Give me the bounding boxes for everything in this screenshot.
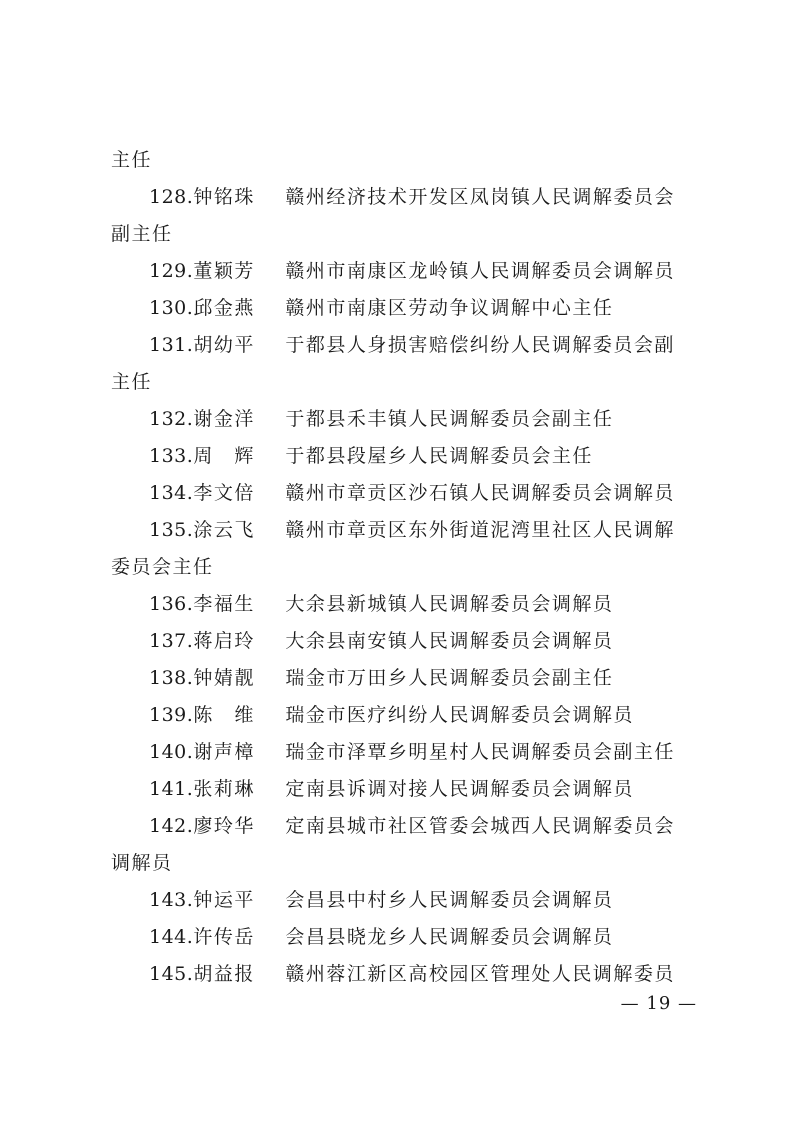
entry-line [111,290,701,327]
entry-number: 140. [149,741,194,763]
entry-position: 瑞金市医疗纠纷人民调解委员会调解员 [285,704,634,726]
entry-person-name: 董颖芳 [193,260,255,282]
entry-person-name: 胡幼平 [193,334,255,356]
entry-person-name: 廖玲华 [193,815,255,837]
entry-position: 赣州市南康区劳动争议调解中心主任 [285,297,614,319]
entry-position: 定南县诉调对接人民调解委员会调解员 [285,778,634,800]
entry-line [111,327,701,364]
entry-line [111,438,701,475]
entry-line [111,808,701,845]
entry-number: 138. [149,667,194,689]
entry-line [111,660,701,697]
entry-continuation-line: 调解员 [111,852,173,874]
entry-person-name: 钟运平 [193,889,255,911]
entry-position: 赣州蓉江新区高校园区管理处人民调解委员 [285,963,675,985]
entry-list [111,142,701,993]
entry-person-name: 胡益报 [193,963,255,985]
entry-person-name: 蒋启玲 [193,630,255,652]
entry-person-name: 李文倍 [193,482,255,504]
entry-line [111,586,701,623]
entry-continuation-line: 委员会主任 [111,556,214,578]
entry-number: 145. [149,963,194,985]
entry-number: 128. [149,186,194,208]
entry-position: 于都县禾丰镇人民调解委员会副主任 [285,408,614,430]
entry-position: 定南县城市社区管委会城西人民调解委员会 [285,815,675,837]
entry-position: 大余县新城镇人民调解委员会调解员 [285,593,614,615]
entry-line [111,882,701,919]
entry-line [111,697,701,734]
entry-line [111,734,701,771]
entry-position: 会昌县晓龙乡人民调解委员会调解员 [285,926,614,948]
entry-line [111,956,701,993]
entry-person-name: 钟婧靓 [193,667,255,689]
entry-person-name: 许传岳 [193,926,255,948]
entry-position: 于都县人身损害赔偿纠纷人民调解委员会副 [285,334,675,356]
entry-position: 于都县段屋乡人民调解委员会主任 [285,445,593,467]
entry-person-name: 陈 维 [193,704,255,726]
entry-line [111,253,701,290]
entry-line [111,919,701,956]
entry-number: 142. [149,815,194,837]
entry-number: 137. [149,630,194,652]
entry-number: 133. [149,445,194,467]
entry-number: 131. [149,334,194,356]
entry-continuation-line: 主任 [111,371,153,393]
entry-line [111,512,701,549]
entry-line [111,623,701,660]
entry-person-name: 周 辉 [193,445,255,467]
entry-line [111,771,701,808]
entry-person-name: 钟铭珠 [193,186,255,208]
entry-person-name: 涂云飞 [193,519,255,541]
entry-number: 135. [149,519,194,541]
entry-number: 144. [149,926,194,948]
entry-number: 132. [149,408,194,430]
entry-person-name: 邱金燕 [193,297,255,319]
entry-number: 134. [149,482,194,504]
entry-person-name: 谢金洋 [193,408,255,430]
page-number: — 19 — [620,993,697,1014]
entry-number: 141. [149,778,194,800]
entry-number: 130. [149,297,194,319]
entry-line [111,401,701,438]
entry-number: 143. [149,889,194,911]
entry-continuation-line: 副主任 [111,223,173,245]
entry-number: 139. [149,704,194,726]
entry-person-name: 张莉琳 [193,778,255,800]
entry-position: 赣州市章贡区沙石镇人民调解委员会调解员 [285,482,675,504]
continuation-line: 主任 [111,149,153,171]
entry-position: 会昌县中村乡人民调解委员会调解员 [285,889,614,911]
entry-person-name: 李福生 [193,593,255,615]
entry-position: 赣州经济技术开发区凤岗镇人民调解委员会 [285,186,675,208]
entry-number: 129. [149,260,194,282]
entry-position: 瑞金市万田乡人民调解委员会副主任 [285,667,614,689]
entry-position: 大余县南安镇人民调解委员会调解员 [285,630,614,652]
entry-position: 赣州市章贡区东外街道泥湾里社区人民调解 [285,519,675,541]
entry-person-name: 谢声樟 [193,741,255,763]
entry-position: 瑞金市泽覃乡明星村人民调解委员会副主任 [285,741,675,763]
entry-line [111,475,701,512]
entry-number: 136. [149,593,194,615]
entry-line [111,179,701,216]
entry-position: 赣州市南康区龙岭镇人民调解委员会调解员 [285,260,675,282]
